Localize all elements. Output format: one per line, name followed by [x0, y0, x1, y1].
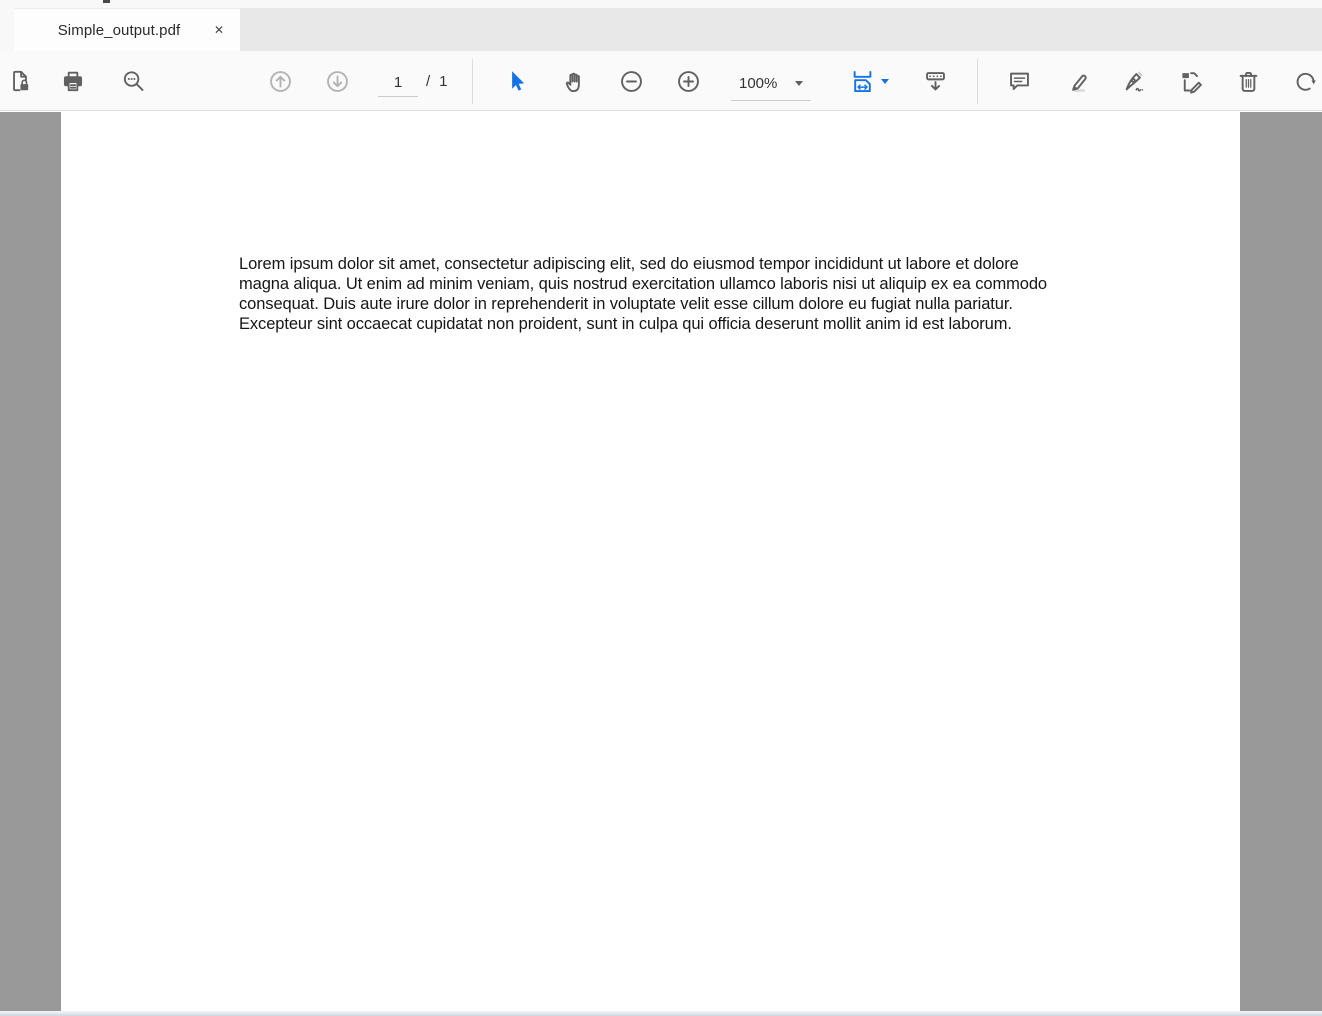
edit-pdf-button[interactable]	[1170, 61, 1210, 101]
fountain-pen-icon	[1121, 68, 1148, 95]
scrolling-mode-icon	[922, 68, 949, 95]
tab-title: Simple_output.pdf	[57, 21, 181, 39]
toolbar	[0, 51, 1322, 111]
highlighter-icon	[1064, 68, 1091, 95]
printer-icon	[60, 68, 86, 94]
trash-icon	[1235, 68, 1262, 95]
page-scrolling-button[interactable]	[915, 61, 955, 101]
page-divider: /	[426, 72, 431, 90]
fit-width-button[interactable]	[842, 61, 896, 101]
toolbar-separator	[977, 59, 978, 104]
select-tool-button[interactable]	[497, 61, 537, 101]
zoom-level-select[interactable]	[731, 67, 811, 101]
redo-icon	[1292, 68, 1319, 95]
highlight-button[interactable]	[1057, 61, 1097, 101]
plus-circle-icon	[675, 68, 702, 95]
comment-button[interactable]	[999, 61, 1039, 101]
find-button[interactable]	[113, 61, 153, 101]
toolbar-separator	[472, 59, 473, 104]
page-number-field[interactable]	[378, 69, 418, 99]
pdf-page	[61, 112, 1240, 1011]
next-page-button[interactable]	[317, 61, 357, 101]
tab-bar-top-strip	[0, 0, 1322, 8]
pdf-paragraph: Lorem ipsum dolor sit amet, consectetur adipiscing elit, sed do eiusmod tempor incididunt ut labore et dolore magna aliqua. Ut enim ad minim veniam, quis nostrud exercitation ullamco laboris nisi ut aliquip ex ea commodo consequat. Duis aute irure dolor in reprehenderit in voluptate velit esse cillum dolore eu fugiat nulla pariatur. Excepteur sint occaecat cupidatat non proident, sunt in culpa qui officia deserunt mollit anim id est laborum.	[239, 255, 1047, 333]
page-count	[426, 61, 448, 101]
comment-bubble-icon	[1006, 68, 1033, 95]
document-tab[interactable]	[14, 8, 240, 51]
zoom-level-value: 100%	[739, 75, 778, 92]
close-icon[interactable]: ✕	[213, 23, 225, 37]
page-up-icon	[267, 68, 294, 95]
hand-icon	[561, 68, 588, 95]
document-canvas	[0, 112, 1322, 1011]
fit-width-icon	[849, 68, 876, 95]
zoom-out-button[interactable]	[611, 61, 651, 101]
cursor-arrow-icon	[504, 68, 530, 94]
search-icon	[120, 68, 147, 95]
previous-page-button[interactable]	[260, 61, 300, 101]
save-file-button[interactable]	[0, 61, 40, 101]
delete-button[interactable]	[1228, 61, 1268, 101]
zoom-in-button[interactable]	[668, 61, 708, 101]
chevron-down-icon	[881, 79, 889, 84]
file-lock-icon	[7, 68, 33, 94]
cropped-window-artifact	[103, 0, 110, 3]
fill-sign-button[interactable]	[1114, 61, 1154, 101]
minus-circle-icon	[618, 68, 645, 95]
window-bottom-edge	[0, 1011, 1322, 1016]
hand-tool-button[interactable]	[554, 61, 594, 101]
edit-page-icon	[1177, 68, 1204, 95]
page-count-value: 1	[439, 72, 448, 90]
redo-button[interactable]	[1285, 61, 1322, 101]
page-number-input[interactable]	[378, 69, 418, 97]
print-button[interactable]	[53, 61, 93, 101]
chevron-down-icon	[795, 81, 803, 86]
tab-bar	[0, 0, 1322, 51]
page-down-icon	[324, 68, 351, 95]
